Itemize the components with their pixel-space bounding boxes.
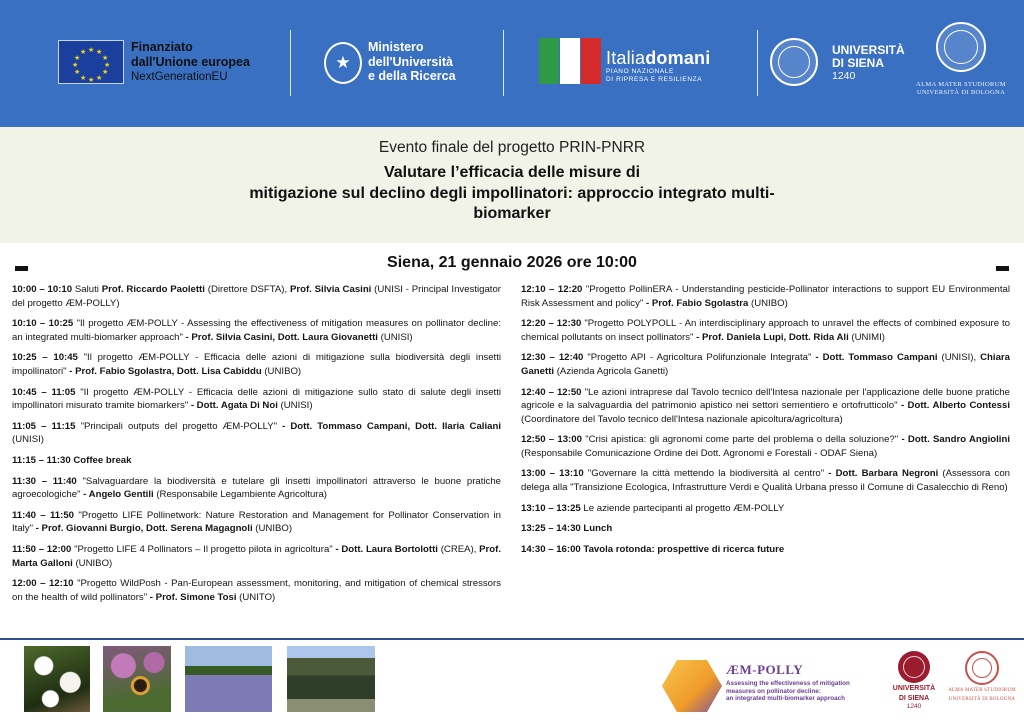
ministry-line1: Ministero: [368, 40, 424, 54]
schedule-affiliation: (Assessora con delega alla "Transizione Ecologica, Infrastrutture Verdi e Qualità Urbana presso il Comune di Casalecchio di Reno): [521, 468, 1010, 493]
schedule-item: [12, 420, 501, 447]
ministry-line3: e della Ricerca: [368, 69, 456, 83]
schedule-affiliation: (UNISI): [277, 400, 313, 412]
schedule-affiliation: (Coordinatore del Tavolo tecnico dell'Intesa nazionale apicoltura/agricoltura): [521, 413, 843, 425]
schedule-talk-title: "Progetto API - Agricoltura Polifunzionale Integrata": [587, 352, 812, 364]
schedule-time: 11:50 – 12:00: [12, 544, 72, 555]
schedule-talk-title: "Il progetto ÆM-POLLY - Efficacia delle azioni di mitigazione sulla biodiversità degli insetti impollinatori": [12, 352, 501, 377]
schedule-talk-title: "Crisi apistica: gli agronomi come parte del problema o della soluzione?": [585, 434, 899, 446]
unisi-footer-year: 1240: [906, 703, 922, 710]
schedule-time: 11:40 – 11:50: [12, 509, 75, 521]
unibo-footer-logo: [944, 651, 1020, 703]
photo-white-flowers: [24, 646, 90, 712]
header-divider: [503, 30, 504, 96]
schedule-item: [521, 543, 1010, 557]
schedule-time: 13:25 – 14:30: [521, 523, 581, 535]
italia-domani-sub2: DI RIPRESA E RESILIENZA: [606, 76, 703, 83]
unibo-footer-line1: ALMA MATER STUDIORUM: [948, 688, 1016, 693]
photo-orchard-rows: [287, 646, 375, 712]
schedule-time: 12:20 – 12:30: [521, 318, 582, 330]
italian-republic-emblem-icon: ★: [324, 42, 362, 84]
title-line1: Valutare l’efficacia delle misure di: [383, 164, 641, 181]
schedule-item: [521, 502, 1010, 516]
schedule-time: 12:40 – 12:50: [521, 386, 582, 398]
schedule-text: Le aziende partecipanti al progetto ÆM-POLLY: [580, 502, 785, 514]
unibo-seal-icon: [936, 22, 986, 72]
schedule-talk-title: "Progetto PollinERA - Understanding pesticide-Pollinator interactions to support EU Environmental Risk Assessment and policy": [521, 284, 1010, 309]
unisi-footer-line2: DI SIENA: [898, 695, 930, 702]
schedule-speaker: Chiara Ganetti: [521, 352, 1010, 377]
schedule-item: [12, 386, 501, 413]
schedule-item: [521, 467, 1010, 494]
schedule-speaker: Prof. Marta Galloni: [12, 544, 502, 569]
schedule-text: Saluti: [72, 284, 102, 295]
schedule-speaker: - Dott. Tommaso Campani: [811, 352, 938, 364]
schedule-affiliation: (UNITO): [236, 591, 276, 603]
eu-line2: dall'Unione europea: [131, 55, 250, 69]
schedule-time: 14:30 – 16:00: [521, 544, 581, 555]
schedule-time: 11:05 – 11:15: [12, 420, 76, 432]
schedule-time: 13:00 – 13:10: [521, 468, 584, 480]
schedule-item: [521, 351, 1010, 378]
italia-domani-prefix: Italia: [606, 48, 646, 68]
italia-domani-flag-icon: [539, 38, 601, 84]
schedule-affiliation: (UNIBO): [72, 557, 113, 569]
page-title: [205, 163, 819, 225]
italia-domani-logo: [606, 48, 746, 84]
eu-line1: Finanziato: [131, 40, 193, 54]
right-dash-mark: [996, 266, 1009, 271]
schedule-affiliation: (Responsabile Legambiente Agricoltura): [153, 489, 328, 501]
schedule-time: 12:10 – 12:20: [521, 284, 583, 295]
eu-line3: NextGenerationEU: [131, 71, 228, 83]
schedule-speaker: - Prof. Simone Tosi: [147, 591, 237, 603]
aem-tagline-2: measures on pollinator decline:: [726, 687, 821, 695]
schedule-time: 10:00 – 10:10: [12, 284, 73, 295]
schedule-title: Coffee break: [70, 454, 132, 466]
schedule-left-column: [12, 283, 501, 611]
schedule-speaker: - Dott. Sandro Angiolini: [898, 434, 1010, 446]
title-line3: biomarker: [473, 205, 551, 222]
schedule-talk-title: "Progetto LIFE Pollinetwork: Nature Restoration and Management for Pollinator Conservation in Italy": [12, 509, 501, 535]
schedule-affiliation: (Azienda Agricola Ganetti): [554, 365, 669, 377]
schedule-item: [12, 509, 501, 536]
schedule-time: 11:15 – 11:30: [12, 454, 71, 466]
footer-divider: [0, 638, 1024, 640]
schedule-talk-title: "Progetto LIFE 4 Pollinators – Il progetto pilota in agricoltura": [74, 544, 333, 555]
aem-polly-logo: [662, 660, 876, 712]
schedule-time: 12:00 – 12:10: [12, 578, 74, 590]
schedule-time: 12:30 – 12:40: [521, 352, 584, 364]
schedule-affiliation: (Responsabile Comunicazione Ordine dei Dott. Agronomi e Forestali - ODAF Siena): [521, 447, 878, 459]
schedule-time: 10:25 – 10:45: [12, 352, 78, 364]
schedule-speaker: Prof. Riccardo Paoletti: [101, 284, 205, 295]
schedule-speaker: - Prof. Daniela Lupi, Dott. Rida Ali: [693, 331, 849, 343]
aem-tagline-1: Assessing the effectiveness of mitigation: [726, 680, 850, 687]
schedule-affiliation: (Direttore DSFTA),: [204, 284, 290, 295]
ministry-line2: dell'Università: [368, 54, 453, 69]
unibo-line1: ALMA MATER STUDIORUM: [916, 81, 1006, 88]
schedule-talk-title: "Progetto POLYPOLL - An interdisciplinary approach to unravel the effects of combined exposure to chemical pollutants on insect pollinators": [521, 318, 1010, 343]
schedule-talk-title: "Il progetto ÆM-POLLY - Assessing the effectiveness of mitigation measures on pollinator decline: an integrated multi-biomarker approach": [12, 318, 501, 343]
schedule-item: [12, 543, 501, 570]
schedule-speaker: - Prof. Fabio Sgolastra, Dott. Lisa Cabiddu: [66, 365, 262, 377]
schedule-item: [12, 454, 501, 468]
schedule-time: 12:50 – 13:00: [521, 434, 582, 446]
unisi-footer-line1: UNIVERSITÀ: [892, 685, 936, 692]
schedule-talk-title: "Il progetto ÆM-POLLY - Efficacia delle azioni di mitigazione sullo stato di salute degli insetti impollinatori misurato tramite biomarkers": [12, 386, 501, 412]
ministry-label: [368, 40, 498, 84]
eu-funding-label: [131, 40, 281, 85]
schedule-time: 10:10 – 10:25: [12, 318, 74, 330]
schedule-talk-title: "Progetto WildPosh - Pan-European assessment, monitoring, and mitigation of chemical stressors on the health of wild pollinators": [12, 578, 501, 603]
schedule-time: 13:10 – 13:25: [521, 502, 581, 514]
schedule-item: [521, 317, 1010, 344]
schedule-affiliation: (CREA),: [437, 544, 480, 555]
schedule-affiliation: (UNIBO): [748, 297, 788, 309]
schedule-right-column: [521, 283, 1010, 564]
schedule-time: 10:45 – 11:05: [12, 386, 76, 398]
schedule-speaker: - Dott. Alberto Contessi: [897, 400, 1010, 412]
schedule-speaker: - Dott. Agata Di Noi: [188, 400, 278, 412]
schedule-speaker: - Angelo Gentili: [80, 489, 154, 501]
schedule-item: [12, 577, 501, 604]
schedule-item: [521, 283, 1010, 310]
schedule-speaker: - Dott. Laura Bortolotti: [332, 544, 438, 555]
unisi-line2: DI SIENA: [832, 56, 885, 70]
unisi-label: [832, 44, 912, 83]
aem-polly-tagline: [726, 680, 876, 703]
schedule-talk-title: "Principali outputs del progetto ÆM-POLLY": [80, 420, 278, 432]
event-subtitle: Evento finale del progetto PRIN-PNRR: [378, 139, 646, 156]
unisi-year: 1240: [832, 70, 856, 82]
schedule-item: [12, 317, 501, 344]
schedule-item: [12, 351, 501, 378]
unisi-seal-icon: [770, 38, 818, 86]
photo-bee-on-flower: [103, 646, 171, 712]
schedule-talk-title: "Le azioni intraprese dal Tavolo tecnico dell'Intesa nazionale per l'applicazione delle buone pratiche agricole e la salvaguardia del patrimonio apistico nei settori sementiero e ortofrutticolo": [521, 386, 1010, 412]
italia-domani-suffix: domani: [645, 48, 711, 68]
photo-lavender-field: [185, 646, 272, 712]
schedule-time: 11:30 – 11:40: [12, 475, 77, 487]
schedule-item: [521, 433, 1010, 460]
schedule-item: [521, 386, 1010, 427]
schedule-affiliation: (UNISI): [377, 331, 413, 343]
aem-polly-name: ÆM-POLLY: [726, 662, 804, 677]
schedule-talk-title: "Salvaguardare la biodiversità e tutelare gli insetti impollinatori attraverso le buone pratiche agroecologiche": [12, 475, 501, 501]
italia-domani-sub1: PIANO NAZIONALE: [606, 68, 674, 75]
schedule-affiliation: (UNIBO): [252, 523, 293, 535]
title-band: [0, 127, 1024, 243]
schedule-speaker: - Prof. Silvia Casini, Dott. Laura Giovanetti: [182, 331, 378, 343]
title-line2: mitigazione sul declino degli impollinatori: approccio integrato multi-: [249, 184, 775, 202]
schedule-speaker: - Dott. Barbara Negroni: [824, 468, 939, 480]
schedule-affiliation: (UNIMI): [848, 331, 885, 343]
unisi-footer-seal-icon: [898, 651, 930, 683]
schedule-affiliation: (UNISI),: [937, 352, 981, 364]
header-divider: [290, 30, 291, 96]
eu-flag-icon: ★ ★ ★ ★ ★ ★ ★ ★ ★ ★ ★ ★: [58, 40, 124, 84]
schedule-item: [521, 522, 1010, 536]
schedule-affiliation: (UNISI - Principal Investigator del progetto ÆM-POLLY): [12, 284, 501, 309]
schedule-speaker: - Dott. Tommaso Campani, Dott. Ilaria Caliani: [277, 420, 501, 432]
event-date: Siena, 21 gennaio 2026 ore 10:00: [387, 254, 637, 271]
aem-tagline-3: an integrated multi-biomarker approach: [726, 695, 845, 703]
unibo-line2: UNIVERSITÀ DI BOLOGNA: [916, 89, 1006, 96]
schedule-affiliation: (UNIBO): [261, 365, 302, 377]
schedule-affiliation: (UNISI): [12, 434, 44, 446]
schedule-speaker: - Prof. Fabio Sgolastra: [643, 297, 749, 309]
unisi-line1: UNIVERSITÀ: [832, 43, 905, 57]
schedule-talk-title: "Governare la città mettendo la biodiversità al centro": [587, 468, 825, 480]
schedule-speaker: - Prof. Giovanni Burgio, Dott. Serena Magagnoli: [33, 523, 253, 535]
header-band: [0, 0, 1024, 127]
schedule-speaker: Prof. Silvia Casini: [289, 284, 372, 295]
unibo-label: [906, 81, 1016, 97]
schedule-item: [12, 283, 501, 310]
schedule-item: [12, 475, 501, 502]
schedule-title: Lunch: [580, 523, 613, 535]
unibo-footer-line2: UNIVERSITÀ DI BOLOGNA: [948, 697, 1016, 702]
schedule-title: Tavola rotonda: prospettive di ricerca future: [580, 544, 785, 555]
header-divider: [757, 30, 758, 96]
bee-hexagon-icon: [662, 660, 722, 712]
unibo-footer-seal-icon: [965, 651, 999, 685]
unisi-footer-logo: [886, 651, 942, 710]
